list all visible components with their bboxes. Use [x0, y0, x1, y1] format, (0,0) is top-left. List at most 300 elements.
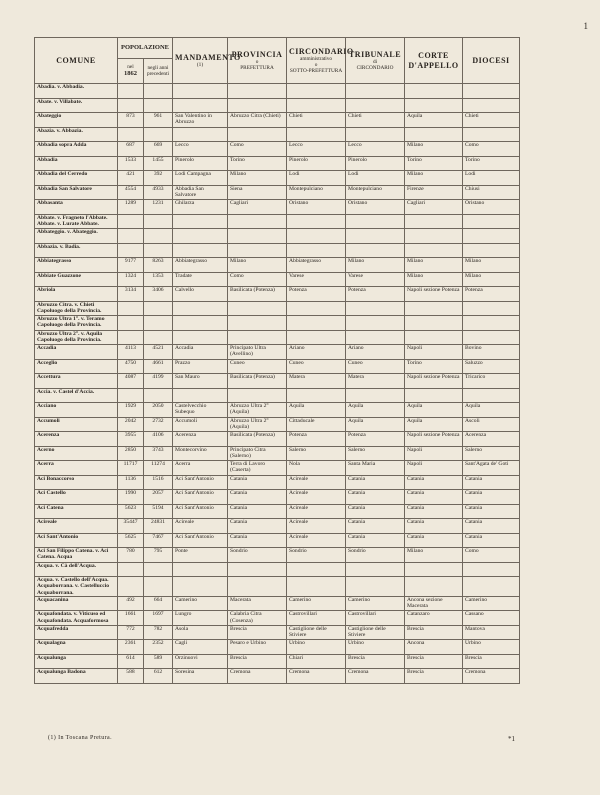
table-row	[35, 611, 520, 626]
cell-circ	[287, 577, 346, 597]
cell-pprec: 1697	[144, 611, 173, 626]
cell-dioc: Salerno	[463, 446, 520, 461]
cell-corte: Milano	[405, 272, 463, 287]
cell-trib	[346, 388, 405, 403]
cell-dioc: Lodi	[463, 171, 520, 186]
cell-corte	[405, 84, 463, 99]
table-row	[35, 669, 520, 684]
cell-circ: Pinerolo	[287, 156, 346, 171]
cell-mand	[173, 98, 228, 113]
cell-p1862	[118, 214, 144, 229]
cell-trib: Aquila	[346, 417, 405, 432]
cell-mand: Orzinuovi	[173, 654, 228, 669]
cell-p1862: 1929	[118, 403, 144, 418]
cell-prov	[228, 229, 287, 244]
cell-p1862: 11717	[118, 461, 144, 476]
cell-circ: Nola	[287, 461, 346, 476]
table-row	[35, 359, 520, 374]
header-pop-prec: negli anni precedenti	[144, 59, 173, 84]
cell-mand	[173, 562, 228, 577]
cell-corte: Catania	[405, 475, 463, 490]
cell-comune: Abbadia San Salvatore	[35, 185, 118, 200]
cell-mand: Accumoli	[173, 417, 228, 432]
cell-trib	[346, 577, 405, 597]
cell-pprec: 1353	[144, 272, 173, 287]
cell-prov: Catania	[228, 519, 287, 534]
cell-corte: Catania	[405, 533, 463, 548]
cell-dioc: Como	[463, 142, 520, 157]
cell-mand	[173, 127, 228, 142]
table-row	[35, 548, 520, 563]
table-row	[35, 84, 520, 99]
cell-p1862: 1990	[118, 490, 144, 505]
cell-mand: Pinerolo	[173, 156, 228, 171]
table-row	[35, 330, 520, 345]
cell-trib: Catania	[346, 490, 405, 505]
page-number: 1	[583, 21, 588, 31]
cell-pprec: 8263	[144, 258, 173, 273]
cell-comune: Abriola	[35, 287, 118, 302]
cell-mand: Abbiategrasso	[173, 258, 228, 273]
cell-corte: Brescia	[405, 669, 463, 684]
cell-dioc: Cassano	[463, 611, 520, 626]
cell-comune: Accia. v. Castel d'Accia.	[35, 388, 118, 403]
cell-circ: Acireale	[287, 519, 346, 534]
cell-prov: Milano	[228, 258, 287, 273]
cell-circ: Varese	[287, 272, 346, 287]
cell-corte: Catania	[405, 519, 463, 534]
cell-mand: San Valentino in Abruzzo	[173, 113, 228, 128]
cell-corte	[405, 562, 463, 577]
cell-pprec: 392	[144, 171, 173, 186]
cell-comune: Abbazia. v. Badia.	[35, 243, 118, 258]
cell-p1862: 1533	[118, 156, 144, 171]
cell-pprec: 2732	[144, 417, 173, 432]
cell-dioc: Como	[463, 548, 520, 563]
cell-circ: Cuneo	[287, 359, 346, 374]
cell-circ: Potenza	[287, 287, 346, 302]
cell-trib	[346, 243, 405, 258]
cell-prov: Catania	[228, 490, 287, 505]
cell-mand	[173, 316, 228, 331]
cell-comune: Abbiate Guazzone	[35, 272, 118, 287]
table-row	[35, 142, 520, 157]
cell-comune: Acquafondata. v. Viticuso ed Acquafondata. Acquaformosa	[35, 611, 118, 626]
table-row	[35, 200, 520, 215]
cell-pprec: 961	[144, 113, 173, 128]
cell-mand: Lecco	[173, 142, 228, 157]
table-row	[35, 475, 520, 490]
cell-pprec: 612	[144, 669, 173, 684]
cell-trib: Camerino	[346, 596, 405, 611]
header-circondario: CIRCONDARIO amministrativo o SOTTO-PREFETTURA	[287, 38, 346, 84]
cell-circ	[287, 214, 346, 229]
cell-dioc	[463, 562, 520, 577]
cell-comune: Aci Sant'Antonio	[35, 533, 118, 548]
cell-dioc: Saluzzo	[463, 359, 520, 374]
cell-pprec: 5194	[144, 504, 173, 519]
cell-dioc: Milano	[463, 272, 520, 287]
cell-corte: Ancona	[405, 640, 463, 655]
cell-dioc: Catania	[463, 504, 520, 519]
cell-mand: Acireale	[173, 519, 228, 534]
cell-comune: Abateggio	[35, 113, 118, 128]
cell-p1862: 35447	[118, 519, 144, 534]
cell-prov: Catania	[228, 504, 287, 519]
cell-prov	[228, 301, 287, 316]
cell-dioc: Chiusi	[463, 185, 520, 200]
cell-p1862	[118, 562, 144, 577]
cell-comune: Abbateggio. v. Abateggio.	[35, 229, 118, 244]
cell-pprec: 4106	[144, 432, 173, 447]
cell-circ: Matera	[287, 374, 346, 389]
cell-prov: Principato Ultra (Avellino)	[228, 345, 287, 360]
cell-circ: Oristano	[287, 200, 346, 215]
table-row	[35, 374, 520, 389]
cell-corte	[405, 98, 463, 113]
cell-dioc: Cremona	[463, 669, 520, 684]
cell-pprec: 1516	[144, 475, 173, 490]
cell-pprec: 1455	[144, 156, 173, 171]
cell-p1862: 4554	[118, 185, 144, 200]
table-row	[35, 562, 520, 577]
cell-corte	[405, 243, 463, 258]
cell-comune: Abbadia del Cerredo	[35, 171, 118, 186]
cell-dioc: Catania	[463, 490, 520, 505]
cell-mand	[173, 229, 228, 244]
cell-comune: Accettura	[35, 374, 118, 389]
cell-pprec: 669	[144, 142, 173, 157]
cell-dioc: Torino	[463, 156, 520, 171]
cell-comune: Abbasanta	[35, 200, 118, 215]
cell-trib: Montepulciano	[346, 185, 405, 200]
cell-prov	[228, 84, 287, 99]
cell-prov: Sondrio	[228, 548, 287, 563]
cell-prov: Catania	[228, 475, 287, 490]
cell-circ: Chiari	[287, 654, 346, 669]
cell-dioc: Acerenza	[463, 432, 520, 447]
cell-mand: Abbadia San Salvatore	[173, 185, 228, 200]
cell-comune: Acerno	[35, 446, 118, 461]
cell-p1862: 614	[118, 654, 144, 669]
cell-comune: Abazia. v. Abbazia.	[35, 127, 118, 142]
cell-dioc: Sant'Agata de' Goti	[463, 461, 520, 476]
cell-circ: Aquila	[287, 403, 346, 418]
cell-prov	[228, 562, 287, 577]
cell-p1862	[118, 330, 144, 345]
cell-comune: Acciano	[35, 403, 118, 418]
cell-trib: Milano	[346, 258, 405, 273]
cell-corte: Milano	[405, 171, 463, 186]
cell-circ	[287, 243, 346, 258]
cell-pprec: 3406	[144, 287, 173, 302]
cell-mand: Accadia	[173, 345, 228, 360]
cell-comune: Acquafredda	[35, 625, 118, 640]
cell-comune: Acqualagna	[35, 640, 118, 655]
cell-prov: Siena	[228, 185, 287, 200]
table-row	[35, 113, 520, 128]
cell-circ: Castiglione delle Stiviere	[287, 625, 346, 640]
cell-trib: Santa Maria	[346, 461, 405, 476]
cell-p1862: 873	[118, 113, 144, 128]
cell-dioc: Catania	[463, 533, 520, 548]
cell-mand: Aci Sant'Antonio	[173, 504, 228, 519]
cell-prov: Torino	[228, 156, 287, 171]
cell-circ: Ariano	[287, 345, 346, 360]
cell-prov: Basilicata (Potenza)	[228, 374, 287, 389]
cell-p1862	[118, 577, 144, 597]
cell-trib	[346, 562, 405, 577]
cell-circ: Salerno	[287, 446, 346, 461]
cell-dioc: Urbino	[463, 640, 520, 655]
cell-p1862	[118, 84, 144, 99]
cell-p1862: 492	[118, 596, 144, 611]
cell-mand	[173, 214, 228, 229]
cell-comune: Accumoli	[35, 417, 118, 432]
cell-corte: Ancona sezione Macerata	[405, 596, 463, 611]
cell-circ: Lecco	[287, 142, 346, 157]
table-row	[35, 98, 520, 113]
cell-dioc	[463, 316, 520, 331]
cell-corte: Cagliari	[405, 200, 463, 215]
gazetteer-table	[34, 37, 520, 684]
cell-circ	[287, 229, 346, 244]
cell-pprec	[144, 84, 173, 99]
cell-trib: Lecco	[346, 142, 405, 157]
cell-corte: Napoli	[405, 345, 463, 360]
cell-p1862: 1661	[118, 611, 144, 626]
header-diocesi: DIOCESI	[463, 38, 520, 84]
cell-corte: Catanzaro	[405, 611, 463, 626]
cell-comune: Aci Catena	[35, 504, 118, 519]
table-row	[35, 504, 520, 519]
cell-prov: Como	[228, 142, 287, 157]
cell-prov: Principato Citra (Salerno)	[228, 446, 287, 461]
cell-trib: Chieti	[346, 113, 405, 128]
cell-comune: Acqua. v. Castello dell'Acqua. Acquaborrana. v. Castelluccio Acquaborrana.	[35, 577, 118, 597]
cell-p1862: 2850	[118, 446, 144, 461]
table-row	[35, 640, 520, 655]
cell-circ: Cremona	[287, 669, 346, 684]
cell-dioc	[463, 388, 520, 403]
cell-trib	[346, 84, 405, 99]
cell-trib: Castiglione delle Stiviere	[346, 625, 405, 640]
cell-dioc: Brescia	[463, 654, 520, 669]
cell-corte: Napoli sezione Potenza	[405, 432, 463, 447]
cell-p1862	[118, 301, 144, 316]
cell-mand: Ghilarza	[173, 200, 228, 215]
cell-circ	[287, 388, 346, 403]
cell-pprec	[144, 127, 173, 142]
cell-corte: Catania	[405, 504, 463, 519]
cell-mand: Aci Sant'Antonio	[173, 490, 228, 505]
cell-prov	[228, 243, 287, 258]
cell-p1862: 5625	[118, 533, 144, 548]
cell-dioc	[463, 84, 520, 99]
cell-trib: Castrovillari	[346, 611, 405, 626]
cell-p1862	[118, 98, 144, 113]
table-row	[35, 287, 520, 302]
cell-mand: Acerra	[173, 461, 228, 476]
cell-prov	[228, 214, 287, 229]
cell-p1862: 3955	[118, 432, 144, 447]
cell-prov: Catania	[228, 533, 287, 548]
cell-trib: Catania	[346, 519, 405, 534]
cell-corte: Napoli sezione Potenza	[405, 287, 463, 302]
header-corte: CORTE D'APPELLO	[405, 38, 463, 84]
cell-trib: Catania	[346, 533, 405, 548]
cell-prov: Abruzzo Ultra 2° (Aquila)	[228, 403, 287, 418]
table-row	[35, 258, 520, 273]
cell-pprec: 1231	[144, 200, 173, 215]
cell-dioc	[463, 127, 520, 142]
cell-prov: Brescia	[228, 625, 287, 640]
cell-pprec: 795	[144, 548, 173, 563]
cell-corte	[405, 577, 463, 597]
cell-corte: Milano	[405, 258, 463, 273]
header-tribunale: TRIBUNALE di CIRCONDARIO	[346, 38, 405, 84]
cell-trib: Sondrio	[346, 548, 405, 563]
cell-p1862: 1289	[118, 200, 144, 215]
cell-comune: Abruzzo Citra. v. Chieti Capoluogo della Provincia.	[35, 301, 118, 316]
cell-mand	[173, 301, 228, 316]
table-row	[35, 577, 520, 597]
cell-comune: Aci Bonaccorso	[35, 475, 118, 490]
cell-p1862: 421	[118, 171, 144, 186]
cell-trib	[346, 330, 405, 345]
cell-circ: Montepulciano	[287, 185, 346, 200]
cell-trib: Pinerolo	[346, 156, 405, 171]
cell-comune: Accadia	[35, 345, 118, 360]
cell-p1862	[118, 127, 144, 142]
cell-pprec: 7467	[144, 533, 173, 548]
cell-dioc	[463, 577, 520, 597]
table-row	[35, 388, 520, 403]
cell-mand: Camerino	[173, 596, 228, 611]
cell-prov: Basilicata (Potenza)	[228, 432, 287, 447]
cell-corte: Milano	[405, 142, 463, 157]
cell-prov	[228, 98, 287, 113]
table-row	[35, 243, 520, 258]
cell-corte: Brescia	[405, 625, 463, 640]
cell-trib: Cremona	[346, 669, 405, 684]
cell-dioc: Aquila	[463, 403, 520, 418]
table-row	[35, 156, 520, 171]
cell-pprec: 782	[144, 625, 173, 640]
cell-trib	[346, 127, 405, 142]
table-row	[35, 519, 520, 534]
cell-circ: Lodi	[287, 171, 346, 186]
cell-prov: Cremona	[228, 669, 287, 684]
table-row	[35, 301, 520, 316]
cell-prov: Cuneo	[228, 359, 287, 374]
table-row	[35, 214, 520, 229]
cell-circ: Urbino	[287, 640, 346, 655]
cell-mand	[173, 388, 228, 403]
cell-dioc	[463, 98, 520, 113]
cell-p1862	[118, 388, 144, 403]
cell-trib: Urbino	[346, 640, 405, 655]
cell-corte	[405, 229, 463, 244]
cell-dioc: Chieti	[463, 113, 520, 128]
cell-corte: Aquila	[405, 113, 463, 128]
cell-dioc	[463, 330, 520, 345]
cell-p1862: 687	[118, 142, 144, 157]
cell-mand: Asola	[173, 625, 228, 640]
cell-prov: Como	[228, 272, 287, 287]
cell-corte	[405, 330, 463, 345]
cell-mand	[173, 330, 228, 345]
cell-corte	[405, 127, 463, 142]
cell-circ: Chieti	[287, 113, 346, 128]
table-row	[35, 625, 520, 640]
cell-comune: Acceglio	[35, 359, 118, 374]
cell-corte: Firenze	[405, 185, 463, 200]
cell-prov	[228, 316, 287, 331]
cell-pprec	[144, 562, 173, 577]
cell-pprec: 3743	[144, 446, 173, 461]
table-row	[35, 185, 520, 200]
cell-corte: Torino	[405, 156, 463, 171]
cell-pprec	[144, 316, 173, 331]
cell-prov	[228, 577, 287, 597]
cell-comune: Acqua. v. Cà dell'Acqua.	[35, 562, 118, 577]
cell-mand: Soresina	[173, 669, 228, 684]
cell-pprec	[144, 98, 173, 113]
cell-prov	[228, 330, 287, 345]
cell-comune: Abruzzo Ultra 2°. v. Aquila Capoluogo della Provincia.	[35, 330, 118, 345]
cell-mand: Calvello	[173, 287, 228, 302]
cell-pprec: 4933	[144, 185, 173, 200]
cell-comune: Acireale	[35, 519, 118, 534]
cell-pprec: 11274	[144, 461, 173, 476]
cell-p1862: 1136	[118, 475, 144, 490]
cell-p1862: 4113	[118, 345, 144, 360]
cell-circ: Castrovillari	[287, 611, 346, 626]
cell-pprec: 2352	[144, 640, 173, 655]
cell-comune: Abbate. v. Fragneto l'Abbate. Abbate. v. Lurate Abbate.	[35, 214, 118, 229]
cell-circ: Acireale	[287, 504, 346, 519]
cell-trib: Oristano	[346, 200, 405, 215]
cell-circ: Camerino	[287, 596, 346, 611]
cell-p1862: 2361	[118, 640, 144, 655]
cell-trib: Catania	[346, 475, 405, 490]
table-row	[35, 403, 520, 418]
table-row	[35, 432, 520, 447]
cell-trib	[346, 301, 405, 316]
cell-trib	[346, 316, 405, 331]
cell-pprec: 4661	[144, 359, 173, 374]
cell-corte: Aquila	[405, 403, 463, 418]
cell-p1862: 780	[118, 548, 144, 563]
cell-trib	[346, 98, 405, 113]
cell-circ	[287, 562, 346, 577]
cell-p1862: 5623	[118, 504, 144, 519]
cell-circ: Acireale	[287, 475, 346, 490]
cell-corte: Aquila	[405, 417, 463, 432]
cell-comune: Abruzzo Ultra 1°. v. Teramo Capoluogo della Provincia.	[35, 316, 118, 331]
cell-p1862: 588	[118, 669, 144, 684]
cell-p1862: 9177	[118, 258, 144, 273]
cell-comune: Abbiategrasso	[35, 258, 118, 273]
cell-dioc	[463, 229, 520, 244]
cell-mand: Lodi Campagna	[173, 171, 228, 186]
cell-comune: Abadia. v. Abbadia.	[35, 84, 118, 99]
cell-dioc	[463, 243, 520, 258]
cell-dioc: Catania	[463, 475, 520, 490]
cell-corte: Napoli	[405, 461, 463, 476]
cell-trib: Lodi	[346, 171, 405, 186]
